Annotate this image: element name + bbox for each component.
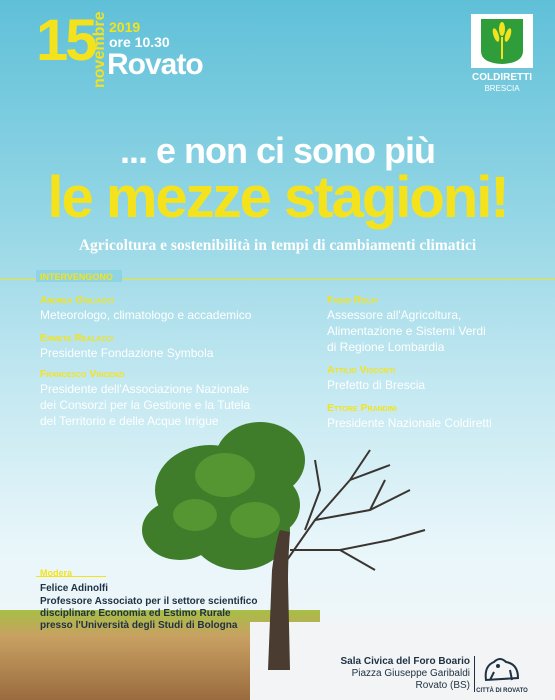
title-line-2: le mezze stagioni!	[47, 165, 508, 230]
wheat-icon	[477, 17, 527, 65]
moderator-role-line: Professore Associato per il settore scientifico	[40, 596, 258, 607]
speaker-name: Fabio Rolfi	[327, 294, 378, 306]
date-year: 2019	[109, 19, 141, 35]
speaker-left-1	[40, 293, 310, 323]
town-crest-icon	[480, 652, 524, 686]
speaker-role: Meteorologo, climatologo e accademico	[40, 308, 252, 322]
venue-street: Piazza Giuseppe Garibaldi	[351, 668, 470, 679]
venue-town: Rovato (BS)	[415, 680, 470, 691]
speaker-right-2	[327, 363, 547, 393]
title-line-1: ... e non ci sono più	[119, 130, 435, 171]
moderator-role	[40, 596, 260, 632]
coldiretti-logo	[471, 14, 533, 68]
speaker-role: Presidente Nazionale Coldiretti	[327, 416, 492, 430]
date-month: novembre	[91, 11, 108, 88]
date-day: 15	[36, 8, 95, 73]
logo-name: COLDIRETTI	[472, 72, 532, 83]
speaker-role: Prefetto di Brescia	[327, 378, 426, 392]
speaker-left-2	[40, 331, 310, 361]
speaker-role: Presidente Fondazione Symbola	[40, 346, 214, 360]
speaker-name: Ettore Prandini	[327, 402, 397, 414]
speaker-right-1	[327, 293, 547, 355]
speaker-role: Assessore all'Agricoltura,	[327, 308, 462, 322]
divider	[474, 656, 475, 692]
section-label-interventions: INTERVENGONO	[40, 272, 113, 282]
speaker-name: Attilio Visconti	[327, 364, 396, 376]
section-label-moderator: Modera	[40, 568, 73, 578]
event-city: Rovato	[107, 48, 203, 81]
moderator-role-line: disciplinare Economia ed Estimo Rurale	[40, 608, 231, 619]
speaker-role: dei Consorzi per la Gestione e la Tutela	[40, 398, 251, 412]
venue-address	[320, 656, 470, 692]
speaker-role: Presidente dell'Associazione Nazionale	[40, 382, 250, 396]
speaker-role: Alimentazione e Sistemi Verdi	[327, 324, 486, 338]
moderator-name: Felice Adinolfi	[40, 583, 108, 594]
event-time: ore 10.30	[109, 34, 170, 50]
speaker-name: Francesco Vincenzi	[40, 368, 125, 380]
half-green-half-bare-tree-image	[140, 420, 440, 670]
speaker-role: del Territorio e delle Acque Irrigue	[40, 414, 219, 428]
speaker-name: Ermete Realacci	[40, 332, 114, 344]
subtitle: Agricoltura e sostenibilità in tempi di cambiamenti climatici	[78, 237, 477, 254]
venue-name: Sala Civica del Foro Boario	[340, 656, 470, 667]
town-name: CITTÀ DI ROVATO	[476, 688, 528, 694]
moderator-role-line: presso l'Università degli Studi di Bologna	[40, 620, 238, 631]
speaker-role: di Regione Lombardia	[327, 340, 445, 354]
speaker-name: Andrea Giuliacci	[40, 294, 114, 306]
logo-subtitle: BRESCIA	[484, 84, 520, 93]
